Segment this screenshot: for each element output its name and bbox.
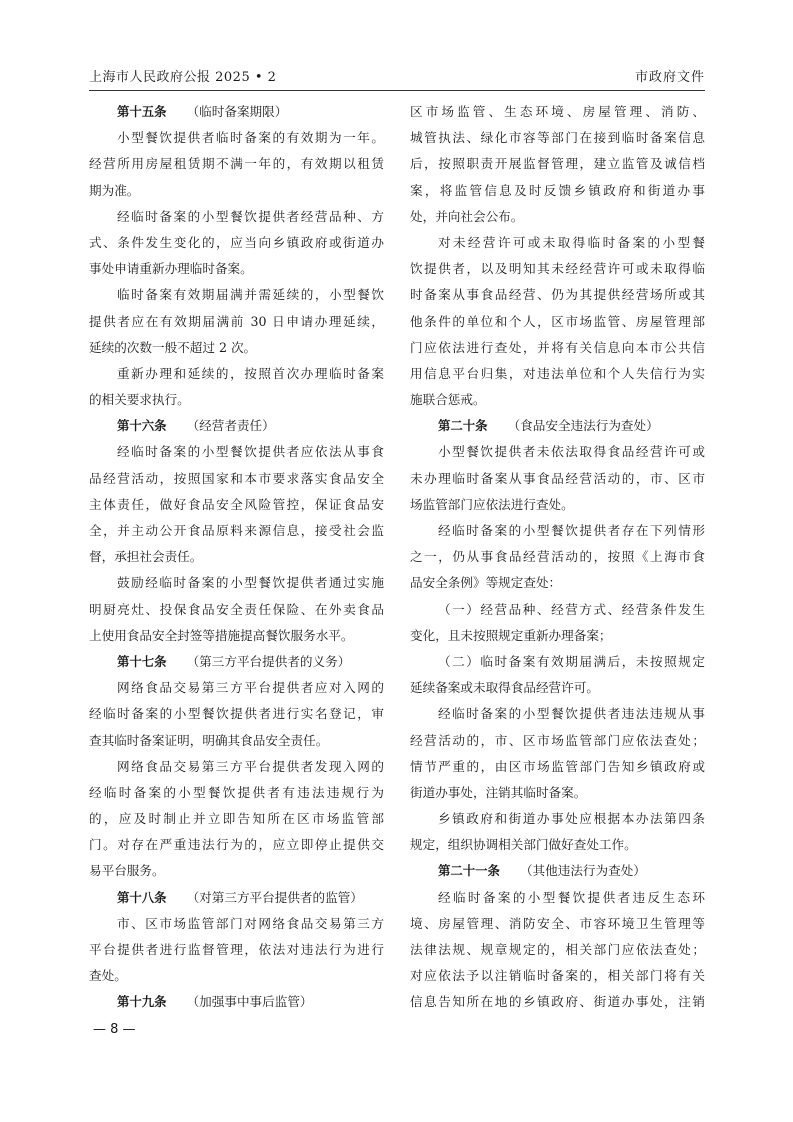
right-column [410,99,705,1016]
article-title: （加强事中事后监管） [186,994,313,1010]
article-title: （其他违法行为查处） [519,863,646,879]
paragraph-line: 的相关要求执行。 [89,392,190,408]
paragraph-line: 上使用食品安全封签等措施提高餐饮服务水平。 [89,627,354,643]
paragraph-line: 处，并向社会公布。 [410,208,524,224]
article-title: （第三方平台提供者的义务） [186,653,351,669]
paragraph-line: 后，按照职责开展监督管理，建立监管及诚信档 [410,156,705,172]
publication-title: 上海市人民政府公报 2025 • 2 [89,70,277,85]
paragraph-line: 门。对存在严重违法行为的，应立即停止提供交 [89,837,384,853]
article-number: 第十七条 [117,653,167,669]
article-title: （对第三方平台提供者的监管） [186,889,363,905]
paragraph-first-line: （二）临时备案有效期届满后，未按照规定 [438,653,705,669]
article-title: （临时备案期限） [186,104,288,119]
article-heading [410,858,705,884]
left-column [89,99,384,1016]
paragraph-first-line: 鼓励经临时备案的小型餐饮提供者通过实施 [117,575,384,591]
paragraph-line: 时备案从事食品经营、仍为其提供经营场所或其 [410,287,705,303]
paragraph-first-line: 经临时备案的小型餐饮提供者经营品种、方 [117,208,384,224]
paragraph-first-line: （一）经营品种、经营方式、经营条件发生 [438,601,705,617]
paragraph-line: 明厨亮灶、投保食品安全责任保险、在外卖食品 [89,601,384,617]
paragraph-line: 城管执法、绿化市容等部门在接到临时备案信息 [410,130,705,146]
paragraph-line: 境、房屋管理、消防安全、市容环境卫生管理等 [410,915,705,931]
paragraph-first-line: 经临时备案的小型餐饮提供者存在下列情形 [438,523,705,538]
paragraph-first-line: 小型餐饮提供者临时备案的有效期为一年。 [117,130,384,146]
paragraph-first-line: 重新办理和延续的，按照首次办理临时备案 [117,365,384,381]
paragraph-line: 延续的次数一般不超过 2 次。 [89,339,257,355]
article-heading [89,413,384,439]
paragraph-first-line: 网络食品交易第三方平台提供者发现入网的 [117,758,384,774]
paragraph-line: 经营活动的，市、区市场监管部门应依法查处； [410,732,705,748]
paragraph-first-line: 临时备案有效期届满并需延续的，小型餐饮 [117,287,384,303]
paragraph-line: 平台提供者进行监督管理，依法对违法行为进行 [89,942,384,957]
paragraph-line: 查处。 [89,968,127,984]
paragraph-first-line: 经临时备案的小型餐饮提供者应依法从事食 [117,444,384,460]
paragraph-line: 门应依法进行查处，并将有关信息向本市公共信 [410,339,705,355]
paragraph-line: 事处申请重新办理临时备案。 [89,261,253,277]
paragraph-line: 品经营活动，按照国家和本市要求落实食品安全 [89,470,384,486]
paragraph-line: 督，承担社会责任。 [89,549,203,565]
article-title: （经营者责任） [186,418,275,434]
paragraph-line: 未办理临时备案从事食品经营活动的，市、区市 [410,470,705,486]
paragraph-line: 之一，仍从事食品经营活动的，按照《上海市食 [410,549,705,565]
article-heading [89,99,384,125]
paragraph-line: 用信息平台归集，对违法单位和个人失信行为实 [410,365,705,381]
header-rule [89,90,705,91]
page-header [89,66,705,88]
paragraph-line: 品安全条例》等规定查处： [410,575,562,591]
paragraph-line: 易平台服务。 [89,863,165,879]
paragraph-line: 规定，组织协调相关部门做好查处工作。 [410,837,637,853]
article-heading [89,649,384,675]
article-number: 第十九条 [117,994,167,1010]
paragraph-first-line: 经临时备案的小型餐饮提供者违法违规从事 [438,706,705,722]
paragraph-line: 情节严重的，由区市场监管部门告知乡镇政府或 [410,758,705,774]
paragraph-first-line: 乡镇政府和街道办事处应根据本办法第四条 [438,811,705,827]
paragraph-line: 经临时备案的小型餐饮提供者进行实名登记，审 [89,706,384,722]
article-number: 第十五条 [117,104,167,119]
paragraph-line: 街道办事处，注销其临时备案。 [410,784,587,800]
paragraph-first-line: 网络食品交易第三方平台提供者应对入网的 [117,680,384,696]
paragraph-line: 区市场监管、生态环境、房屋管理、消防、 [410,104,705,119]
paragraph-first-line: 经临时备案的小型餐饮提供者违反生态环 [438,889,705,905]
paragraph-line: 施联合惩戒。 [410,392,486,408]
article-number: 第二十一条 [438,863,500,879]
paragraph-line: 查其临时备案证明，明确其食品安全责任。 [89,732,329,748]
section-title: 市政府文件 [634,70,705,85]
paragraph-line: 主体责任，做好食品安全风险管控，保证食品安 [89,496,384,512]
paragraph-first-line: 对未经营许可或未取得临时备案的小型餐 [438,234,705,250]
article-number: 第十八条 [117,889,167,905]
paragraph-first-line: 市、区市场监管部门对网络食品交易第三方 [117,915,384,931]
paragraph-line: 法律法规、规章规定的，相关部门应依法查处； [410,942,705,957]
paragraph-line: 他条件的单位和个人，区市场监管、房屋管理部 [410,313,705,329]
article-heading [89,885,384,911]
paragraph-line: 全，并主动公开食品原料来源信息，接受社会监 [89,523,384,538]
paragraph-line: 饮提供者，以及明知其未经经营许可或未取得临 [410,261,705,277]
paragraph-line: 对应依法予以注销临时备案的，相关部门将有关 [410,968,705,984]
article-heading [410,413,705,439]
paragraph-line: 的，应及时制止并立即告知所在区市场监管部 [89,811,384,827]
article-title: （食品安全违法行为查处） [507,418,659,434]
paragraph-line: 场监管部门应依法进行查处。 [410,496,574,512]
paragraph-line: 式、条件发生变化的，应当向乡镇政府或街道办 [89,234,384,250]
paragraph-line: 期为准。 [89,182,140,198]
article-number: 第十六条 [117,418,167,434]
paragraph-line: 延续备案或未取得食品经营许可。 [410,680,599,696]
paragraph-line: 信息告知所在地的乡镇政府、街道办事处，注销 [410,994,705,1010]
article-number: 第二十条 [438,418,488,434]
paragraph-line: 经营所用房屋租赁期不满一年的，有效期以租赁 [89,156,384,172]
paragraph-first-line: 小型餐饮提供者未依法取得食品经营许可或 [438,444,705,460]
paragraph-line: 案，将监管信息及时反馈乡镇政府和街道办事 [410,182,705,198]
article-heading [89,989,384,1015]
paragraph-line: 提供者应在有效期届满前 30 日申请办理延续， [89,313,384,329]
paragraph-line: 经临时备案的小型餐饮提供者有违法违规行为 [89,784,384,800]
paragraph-line: 变化，且未按照规定重新办理备案； [410,627,612,643]
page-number: — 8 — [93,1022,136,1037]
